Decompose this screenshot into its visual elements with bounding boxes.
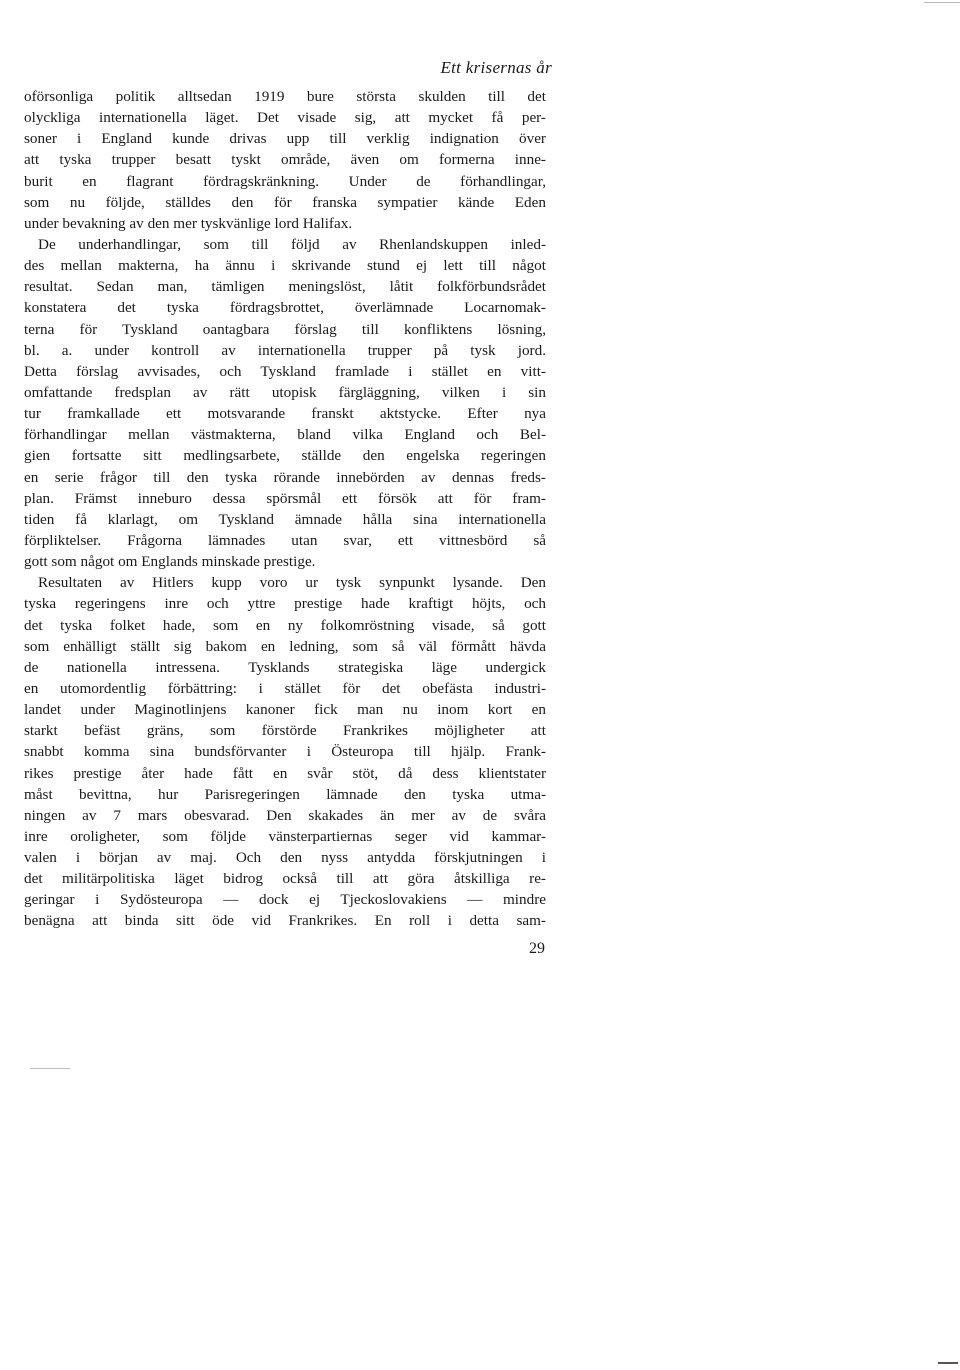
text-line: soner i England kunde drivas upp till verklig indignation över [24, 130, 546, 148]
scan-artifact [938, 1362, 958, 1364]
text-line: plan. Främst inneburo dessa spörsmål ett försök att för fram- [24, 489, 546, 507]
text-line: bl. a. under kontroll av internationella trupper på tysk jord. [24, 341, 546, 359]
scan-artifact [924, 2, 960, 3]
text-line: att tyska trupper besatt tyskt område, även om formerna inne- [24, 151, 546, 169]
text-line: inre oroligheter, som följde vänsterpartiernas seger vid kammar- [24, 827, 546, 845]
text-line: terna för Tyskland oantagbara förslag till konfliktens lösning, [24, 320, 546, 338]
text-line: oförsonliga politik alltsedan 1919 bure största skulden till det [24, 88, 546, 105]
text-line: det tyska folket hade, som en ny folkomröstning visade, så gott [24, 616, 546, 634]
text-line: rikes prestige åter hade fått en svår stöt, då dess klientstater [24, 764, 546, 782]
text-line: konstatera det tyska fördragsbrottet, överlämnade Locarnomak- [24, 299, 546, 317]
text-line: resultat. Sedan man, tämligen meningslöst, låtit folkförbundsrådet [24, 278, 546, 296]
text-line: Resultaten av Hitlers kupp voro ur tysk synpunkt lysande. Den [38, 574, 546, 592]
text-line: des mellan makterna, ha ännu i skrivande stund ej lett till något [24, 257, 546, 275]
text-line: valen i början av maj. Och den nyss antydda förskjutningen i [24, 849, 546, 867]
text-line: under bevakning av den mer tyskvänlige lord Halifax. [24, 214, 353, 232]
text-line: en serie frågor till den tyska rörande innebörden av dennas freds- [24, 468, 546, 486]
body-text [24, 86, 546, 932]
text-line: de nationella intressena. Tysklands strategiska läge undergick [24, 658, 546, 676]
text-line: tiden få klarlagt, om Tyskland ämnade hålla sina internationella [24, 510, 546, 528]
text-line: olyckliga internationella läget. Det visade sig, att mycket få per- [24, 109, 546, 127]
text-line: omfattande fredsplan av rätt utopisk färgläggning, vilken i sin [24, 383, 546, 401]
text-line: landet under Maginotlinjens kanoner fick man nu inom kort en [24, 701, 546, 719]
text-line: en utomordentlig förbättring: i stället för det obefästa industri- [24, 679, 546, 697]
running-head: Ett krisernas år [440, 58, 552, 77]
text-line: De underhandlingar, som till följd av Rhenlandskuppen inled- [38, 235, 546, 253]
text-line: gien fortsatte sitt medlingsarbete, ställde den engelska regeringen [24, 447, 546, 465]
text-line: måst bevittna, hur Parisregeringen lämnade den tyska utma- [24, 785, 546, 803]
text-line: Detta förslag avvisades, och Tyskland framlade i stället en vitt- [24, 362, 546, 380]
text-line: tyska regeringens inre och yttre prestige hade kraftigt höjts, och [24, 595, 546, 613]
text-line: som nu följde, ställdes den för franska sympatier kände Eden [24, 193, 546, 211]
text-line: snabbt komma sina bundsförvanter i Östeuropa till hjälp. Frank- [24, 743, 546, 761]
text-line: som enhälligt ställt sig bakom en ledning, som så väl förmått hävda [24, 637, 546, 655]
text-line: det militärpolitiska läget bidrog också till att göra åtskilliga re- [24, 870, 546, 888]
text-line: starkt befäst gräns, som förstörde Frankrikes möjligheter att [24, 722, 546, 740]
text-line: tur framkallade ett motsvarande franskt aktstycke. Efter nya [24, 405, 546, 423]
text-line: förpliktelser. Frågorna lämnades utan svar, ett vittnesbörd så [24, 531, 546, 549]
text-line: ningen av 7 mars obesvarad. Den skakades än mer av de svåra [24, 806, 546, 824]
text-line: benägna att binda sitt öde vid Frankrikes. En roll i detta sam- [24, 912, 546, 930]
text-line: förhandlingar mellan västmakterna, bland vilka England och Bel- [24, 426, 546, 444]
text-line: burit en flagrant fördragskränkning. Under de förhandlingar, [24, 172, 546, 190]
text-line: geringar i Sydösteuropa — dock ej Tjeckoslovakiens — mindre [24, 891, 546, 909]
scan-artifact [30, 1068, 70, 1069]
text-line: gott som något om Englands minskade prestige. [24, 553, 316, 571]
page-number: 29 [529, 940, 545, 957]
